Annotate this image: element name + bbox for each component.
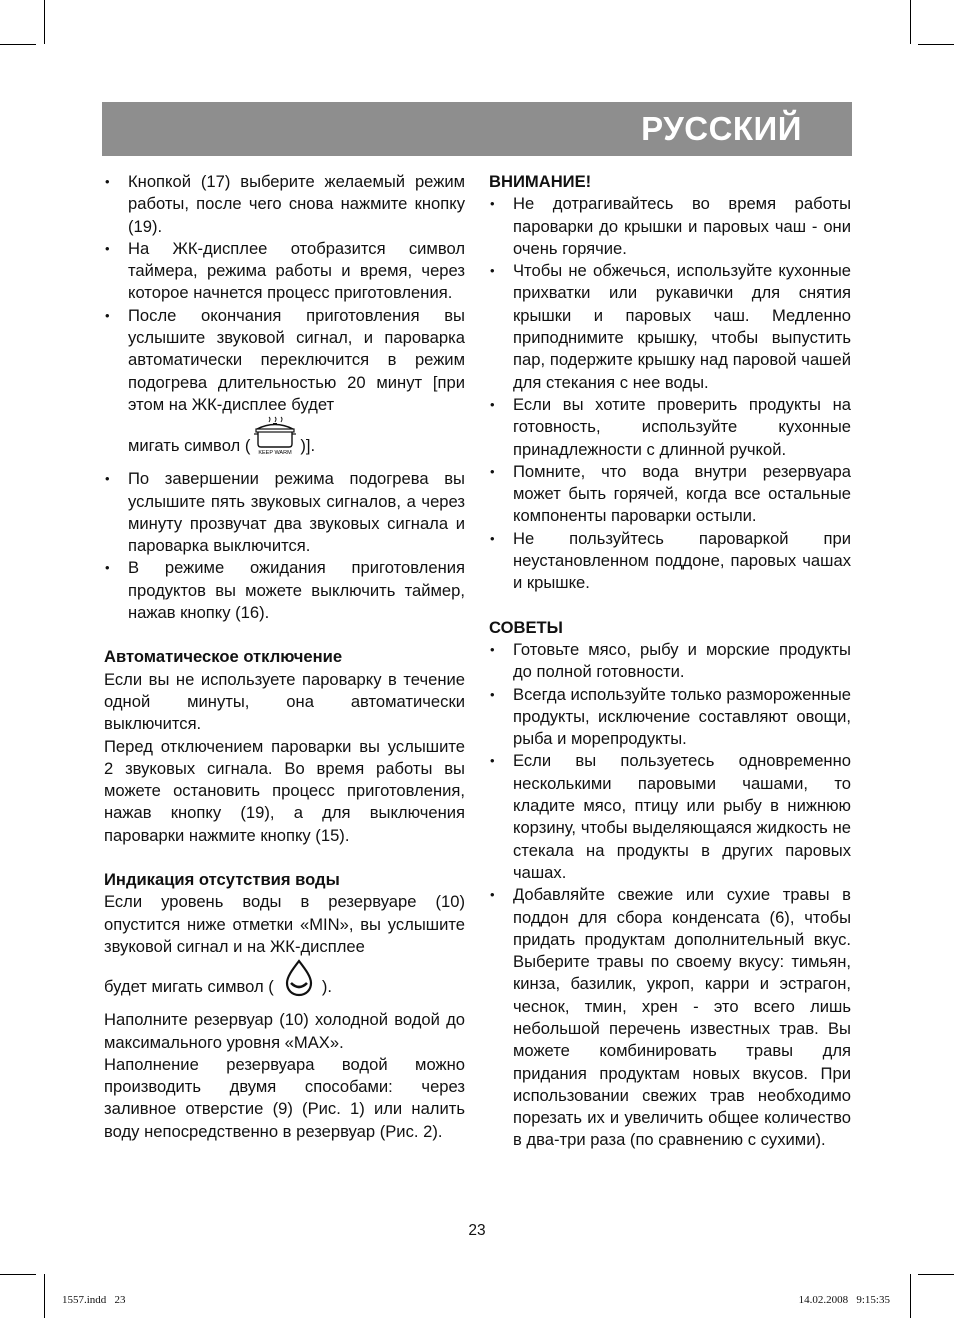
crop-mark [0, 1274, 36, 1275]
paragraph: Наполните резервуар (10) холодной водой до максимального уровня «MAX». [104, 1010, 465, 1052]
left-column [104, 171, 465, 1143]
list-item: • Если вы хотите проверить продукты на готовность, используйте кухонные принадлежности с длинной ручкой. [489, 394, 851, 461]
water-icon-line [104, 958, 465, 1009]
crop-mark [44, 1274, 45, 1318]
crop-mark [910, 1274, 911, 1318]
list-item: • На ЖК-дисплее отобразится символ таймера, режима работы и время, через которое начнется процесс приготовления. [104, 238, 465, 305]
inline-text: ). [321, 977, 332, 997]
section-heading-tips: СОВЕТЫ [489, 617, 563, 637]
inline-text: мигать символ ( [128, 436, 251, 456]
list-item: • Готовьте мясо, рыбу и морские продукты до полной готовности. [489, 639, 851, 684]
list-item: • В режиме ожидания приготовления продуктов вы можете выключить таймер, нажав кнопку (16). [104, 557, 465, 624]
banner-title: РУССКИЙ [641, 110, 802, 147]
paragraph: Если уровень воды в резервуаре (10) опустится ниже отметки «MIN», вы услышите звуковой сигнал и на ЖК-дисплее [104, 892, 465, 956]
footer-file: 1557.indd 23 [62, 1294, 126, 1306]
attention-list [489, 193, 851, 594]
list-item-text: После окончания приготовления вы услышите звуковой сигнал, и пароварка автоматически переключится в режим подогрева длительностью 20 минут [при этом на ЖК-дисплее будет [128, 305, 465, 414]
list-item: • Если вы пользуетесь одновременно несколькими паровыми чашами, то кладите мясо, птицу или рыбу в нижнюю корзину, чтобы выделяющаяся жидкость не стекала на продукты в других паровых чашах. [489, 750, 851, 884]
paragraph: Наполнение резервуара водой можно производить двумя способами: через заливное отверстие (9) (Рис. 1) или налить воду непосредственно в резервуар (Рис. 2). [104, 1054, 465, 1141]
list-item: • Не дотрагивайтесь во время работы пароварки до крышки и паровых чаш - они очень горячие. [489, 193, 851, 260]
keep-warm-icon [252, 416, 298, 456]
paragraph: Перед отключением пароварки вы услышите 2 звуковых сигнала. Во время работы вы можете остановить процесс приготовления, нажав кнопку (19), а для выключения пароварки нажмите кнопку (15). [104, 736, 465, 845]
list-item: • Не пользуйтесь пароваркой при неустановленном поддоне, паровых чашах и крышке. [489, 528, 851, 595]
crop-mark [0, 44, 36, 45]
water-drop-icon [282, 958, 316, 998]
list-item: • По завершении режима подогрева вы услышите пять звуковых сигналов, а через минуту прозвучат два звуковых сигнала и пароварка выключится. [104, 468, 465, 557]
inline-text: )]. [300, 436, 316, 456]
footer-timestamp: 14.02.2008 9:15:35 [798, 1294, 890, 1306]
operation-steps-list [104, 171, 465, 624]
keep-warm-label: KEEP WARM [258, 450, 293, 457]
crop-mark [44, 0, 45, 44]
section-heading-auto-off: Автоматическое отключение [104, 647, 343, 667]
list-item: • Чтобы не обжечься, используйте кухонные прихватки или рукавички для снятия крышки и паровых чаш. Медленно приподнимите крышку, чтобы выпустить пар, подержите крышку над паровой чашей для стекания с нее воды. [489, 260, 851, 394]
section-heading-water: Индикация отсутствия воды [104, 870, 340, 890]
tips-list [489, 639, 851, 1152]
paragraph: Если вы не используете пароварку в течение одной минуты, она автоматически выключится. [104, 669, 465, 734]
right-column [489, 171, 851, 1152]
inline-text: будет мигать символ ( [104, 977, 274, 997]
section-heading-attention: ВНИМАНИЕ! [489, 172, 592, 191]
list-item: • Всегда используйте только размороженные продукты, исключение составляют овощи, рыба и морепродукты. [489, 684, 851, 751]
crop-mark [910, 0, 911, 44]
page-number: 23 [468, 1222, 486, 1239]
keep-warm-line [128, 416, 465, 468]
list-item: • Кнопкой (17) выберите желаемый режим работы, после чего снова нажмите кнопку (19). [104, 171, 465, 238]
list-item: • Добавляйте свежие или сухие травы в поддон для сбора конденсата (6), чтобы придать продуктам дополнительный вкус. Выберите травы по своему вкусу: тимьян, кинза, базилик, укроп, карри и эстрагон, чеснок, тмин, хрен - это всего лишь небольшой перечень известных трав. Вы можете комбинировать травы для придания продуктам новых вкусов. При использовании свежих трав необходимо порезать их и увеличить общее количество в два-три раза (по сравнению с сухими). [489, 884, 851, 1152]
crop-mark [918, 1274, 954, 1275]
crop-mark [918, 44, 954, 45]
list-item [104, 305, 465, 468]
list-item: • Помните, что вода внутри резервуара может быть горячей, когда все остальные компоненты пароварки остыли. [489, 461, 851, 528]
language-banner [102, 102, 852, 156]
